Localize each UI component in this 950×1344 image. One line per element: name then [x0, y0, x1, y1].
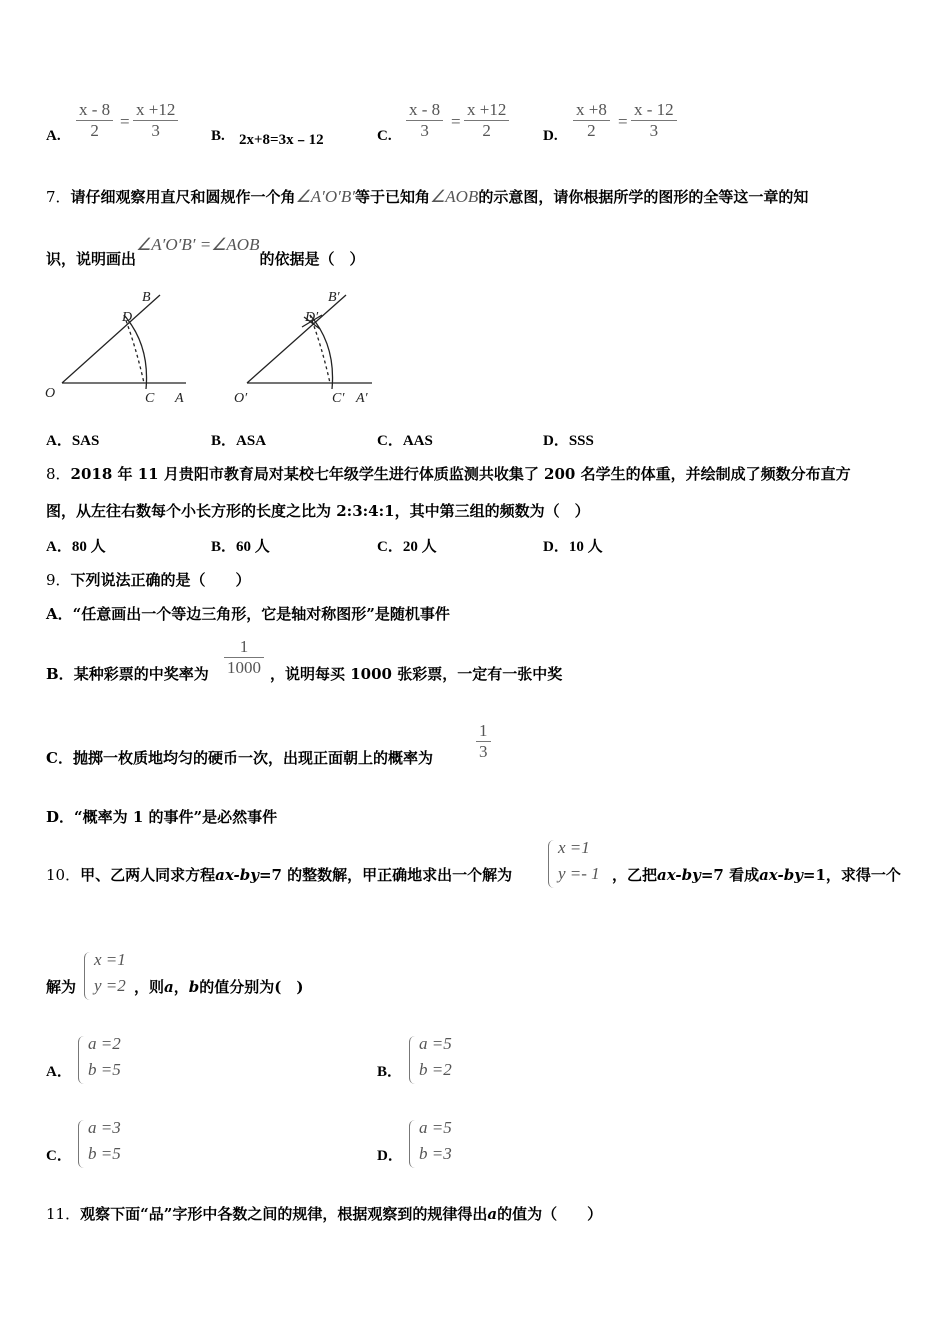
option-b[interactable]: B．60 人	[211, 539, 270, 555]
math-angle-equality: ∠A′O′B′ =∠AOB	[136, 235, 260, 254]
q8-stem-line2: 图，从左往右数每个小长方形的长度之比为 2:3:4:1，其中第三组的频数为（ ）	[46, 502, 590, 520]
question-number: 10．	[46, 866, 81, 884]
q7-stem-line1: 7．请仔细观察用直尺和圆规作一个角∠A′O′B′等于已知角∠AOB的示意图，请你根据所学的图形的全等这一章的知	[46, 187, 809, 206]
point-label: C′	[332, 391, 345, 406]
equals-sign: =	[120, 112, 130, 131]
q9-stem: 9．下列说法正确的是（ ）	[46, 571, 251, 589]
fraction: $\frac{x - 8}{2}$	[76, 100, 113, 141]
option-c[interactable]: C．AAS	[377, 433, 433, 449]
arc	[124, 315, 147, 389]
fraction: $\frac{x +12}{3}$	[133, 100, 178, 141]
q8-stem-line1: 8．2018 年 11 月贵阳市教育局对某校七年级学生进行体质监测共收集了 200 名学生的体重，并绘制成了频数分布直方	[46, 465, 851, 483]
option-a[interactable]: A．SAS	[46, 433, 100, 449]
point-label: D′	[305, 310, 319, 325]
option-b[interactable]: B．ASA	[211, 433, 267, 449]
equals-sign: =	[451, 112, 461, 131]
point-label: B	[142, 290, 151, 305]
option-a[interactable]: A．80 人	[46, 539, 106, 555]
point-label: C	[145, 391, 155, 406]
point-label: D	[122, 310, 133, 325]
ray-o-prime-b-prime	[247, 295, 346, 383]
fraction: $\frac{x +8}{2}$	[573, 100, 610, 141]
question-number: 9．	[46, 571, 71, 589]
question-number: 11．	[46, 1205, 81, 1223]
fraction: $\frac{x - 12}{3}$	[631, 100, 677, 141]
fraction: $\frac{x - 8}{3}$	[406, 100, 443, 141]
option-text: 2x+8=3x﹣12	[239, 132, 324, 148]
option-d[interactable]: D．SSS	[543, 433, 594, 449]
point-label: O	[45, 386, 56, 401]
option-label: B.	[211, 128, 225, 144]
ray-ob	[62, 295, 160, 383]
point-label: B′	[328, 290, 340, 305]
option-d[interactable]: D．10 人	[543, 539, 603, 555]
option-c[interactable]: C．20 人	[377, 539, 437, 555]
q11-stem: 11．观察下面“品”字形中各数之间的规律，根据观察到的规律得出a的值为（ ）	[46, 1205, 603, 1223]
point-label: O′	[234, 391, 248, 406]
q9-option-a[interactable]: A．“任意画出一个等边三角形，它是轴对称图形”是随机事件	[46, 605, 450, 623]
math-angle: ∠A′O′B′	[295, 187, 356, 206]
q9-option-d[interactable]: D．“概率为 1 的事件”是必然事件	[46, 808, 278, 826]
point-label: A	[175, 391, 184, 406]
arc	[310, 315, 333, 389]
option-label: C.	[377, 128, 392, 144]
math-angle: ∠AOB	[430, 187, 479, 206]
angle-construction-figure	[40, 285, 390, 410]
option-label: A.	[46, 128, 61, 144]
q7-stem-line2: 识，说明画出∠A′O′B′ =∠AOB的依据是（ ）	[46, 235, 365, 268]
fraction: $\frac{1}{1000}$	[224, 637, 264, 678]
question-number: 7．	[46, 188, 71, 206]
point-label: A′	[356, 391, 368, 406]
option-label: D.	[543, 128, 558, 144]
fraction: $\frac{x +12}{2}$	[464, 100, 509, 141]
equals-sign: =	[618, 112, 628, 131]
fraction: $\frac{1}{3}$	[476, 721, 491, 762]
question-number: 8．	[46, 465, 71, 483]
